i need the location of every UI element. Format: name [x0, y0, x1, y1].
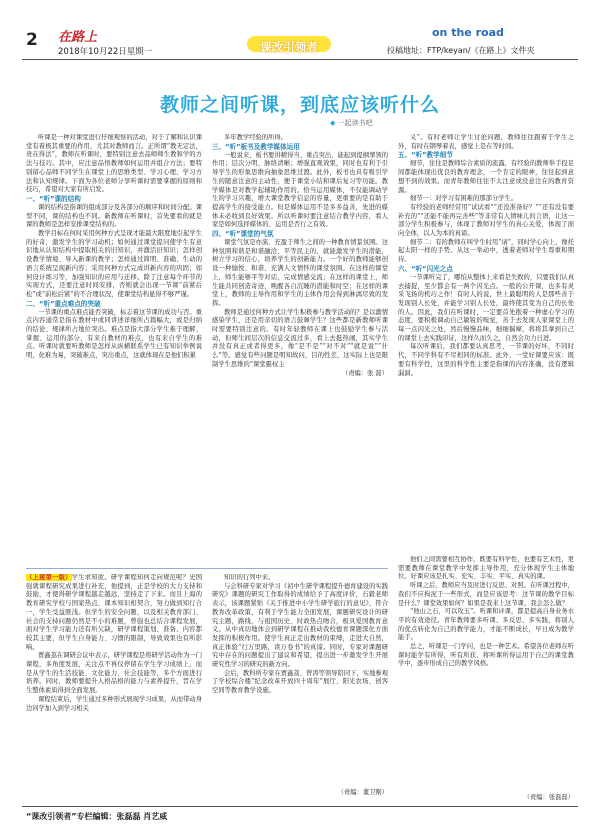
- paragraph: [398, 134, 574, 151]
- byline-diamond-icon: ◆: [330, 119, 336, 127]
- paragraph: [212, 239, 388, 309]
- paragraph: [398, 195, 574, 204]
- paragraph: [26, 652, 202, 696]
- paragraph-text: 听课是一种对课堂进行仔细观察的活动，对于了解和认识课堂有着极其重要的作用，尤其对教师而言。正所谓“教无定法，贵在得法”，教师在听课时，要特别注意去品师师生教和学的方法与技巧。其中，应注意品悟教师如何运用并组合方法；要特别留心品师不同学生在课堂上的思维类型、学习心理、学习方法和认知规律。下面为各位老师分享听课时需要掌握的原则和技巧，希望对大家有所启发。: [26, 134, 202, 194]
- paragraph-text: 会后，教科所专家在贾鑫荔、曾涛等领导陪同下，实地参观了学校综合楼“纪念改革开放四十周年”展厅、阳光农场、创客空间等教育教学设施。: [212, 669, 388, 695]
- paragraph: [398, 274, 574, 344]
- paragraph-text: 课堂气氛是亦演、充盈于师生之间的一种教育情景氛围。这种氛围和谐是和谐融洽、平等民主的，就能激发学生的潜能，树立学习的信心，培养学生的创新能力。一个好的教师能够创设一种愉悦、和谐、充满人文情怀的课堂氛围。在这样的课堂上，师生能够平等对话，完成情感交流；在这样的课堂上，师生能共同创造奇迹，唤醒各自沉睡的潜能和时空；在这样的课堂上，教师的主导作用和学生的主体作用会得到淋漓尽致的发挥。: [212, 239, 388, 307]
- footer-editors: “课改引领者”专栏编辑：张磊磊 肖艺威: [26, 812, 168, 821]
- paragraph-text: 教师是通过何种方式让学生积极参与教学活动的？是以激情感染学生，还是用亲切的语言鼓舞学生？这些都是新教师听课时需要特别注意的。有时年轻教师在课上也鼓励学生参与活动，但师生间层次的信息交流过多，看上去挺热闹，其实学生并没有真正或者得更多，像“是不是”“对不对”“就是说”“什么”等。感觉有些问题是明知故问，目的性差，这实际上也是限制学生思维的“课堂霸权主: [212, 308, 388, 368]
- paragraph-text: 一节课的重点难点能否突破，标志着这节课的成功与否。重点内容通常是指在教材中或同讲述详细所占篇幅大，或是归纳的结论、规律所占地位突出。难点是指大部分学生难于理解、掌握、运用的部分，有来自教材的难点，也有来自学生的难点。听课时就要听教师是怎样从纵横联系学生已有知识举例说明，化难为易，突破难点，突出重点，这就体现在是他们积累: [26, 308, 202, 360]
- continued-from-marker: （上接第一版）: [26, 574, 72, 581]
- paragraph-text: 教学目标在何时采用何种方式呈现才能最大限度地引起学生的好奇，激发学生的学习动机；如何通过课堂提问使学生有意识地从认知结构中提取相关的旧知识，并激活旧知识；怎样创设教学情境、导入新课的教学；怎样通过简明、准确、生动的语言系统呈现新内容；采用何种方式完成讲新内容的巩固；如何设计练习等，加强知识的应用与迁移。除了注意每个环节的实现方式，还要注意时间安排，否则就会出现一节课“前紧后松”或“前松后紧”的不合理状况，使课堂结构显得不够严谨。: [26, 230, 202, 298]
- paragraph-text: 与会科研专家对学习《初中生研学课程提升德育建设的实践研究》课题的研究工作取得的成绩给予了高度评价，石毅老师表示，该课题紧贴《关于推进中小学生研学旅行的意见》，符合教育改革政策，有利于学生能力全面发展，课题研究设计的研究主题，路线，与祖国历史、时政热点吻合，极具爱国教育意义。从中真切地体会到研学课程在推动我校德育课题深化方面发挥的积极作用。使学生真正走出教材的束缚，走进大自然，真正体验“行万里路，读万卷书”的真谛。同时，专家对课题研究中存在的问题提出了建议和希望，提出进一步激发学生开展研究性学习的研究的新方向。: [212, 582, 388, 669]
- paragraph: [398, 556, 574, 582]
- paragraph: [26, 134, 202, 195]
- paragraph: [26, 204, 202, 230]
- paragraph-text: 细节二：有的教师在叫学生时用“请”，同时学心向上，像托起太阳一样的手势。从这一举动中，透着老师对学生尊重和期待。: [398, 238, 574, 264]
- paragraph: [212, 134, 388, 143]
- article-middle-editor: （责编：张 磊）: [341, 369, 388, 377]
- footer-rule: [22, 806, 578, 807]
- paragraph: [26, 230, 202, 300]
- paragraph-text: 知识的行列中来。: [224, 574, 275, 581]
- paragraph: [398, 204, 574, 239]
- byline-text: 一起读书吧: [337, 119, 373, 127]
- article-editor: （责编：张磊磊）: [523, 794, 574, 801]
- paragraph: [26, 309, 202, 361]
- paragraph: [212, 670, 388, 696]
- page-header: [0, 0, 600, 64]
- section-heading: 三、“听”板书及教学媒体运用: [212, 142, 300, 151]
- paragraph-text: 他们之间需要相互协作，既要有科学性，也要有艺术性，更需要教师在课堂教学中发挥主导作用，充分体现学生主体地位。好课应该是扎实、充实、丰实、平实、真实的课。: [398, 556, 574, 581]
- column-title: 课改引领者: [260, 40, 318, 54]
- section-heading: 六、“听”闪光之点: [398, 264, 453, 273]
- paragraph-text: 一节课听完了，哪怕从整体上来看是失败的，只要我们认真去捕捉，至少都会有一两个闪光点。一般的公开课，也多有灵采飞扬的机巧之作！有时人的说，世上最聪明的人是那些善于发现别人长处，并能学习别人长处，最终使其变为自己的长处的人。因此，我们在听课时，一定要首先抱着一种虚心学习的态度，要积极调动自己敏锐的嗅觉，善于去发现人家课堂上的每一点闪光之处，然后慢慢品味，细细揣摩，将将其拿到自己的课堂上去实践印证，这样久而久之，自然会功力日进。: [398, 273, 574, 342]
- paragraph: [26, 574, 202, 652]
- article-title: 教师之间听课，到底应该听什么: [159, 94, 440, 116]
- section-heading: 一、“听”课的结构: [26, 194, 81, 203]
- paragraph: [398, 343, 574, 378]
- paragraph-text: 有经验的老师经常用“试试看”“还没准备好？”“还有没有要补充的”“还能不能再完善些”等非常有人情味儿的言语，让这一部分学生积极参与，体现了教师对学生的真心关爱，体现了面向全体，以人为本的真谛。: [398, 203, 574, 238]
- news-middle-editor: （责编：董卫刚）: [337, 789, 388, 796]
- paragraph-text: 课程结束后，学生通过多种形式展现学习成果，从而带动身边同学加入到学习相关: [26, 695, 202, 712]
- paragraph-text: 义”。有时老师让学生讨论问题，教师往往跟着于学生之外，有时在钢琴着表，感觉上是在等时间。: [398, 134, 574, 150]
- paragraph-text: 细节，往往是教师综合素质的流露，有经验的教师举手投足间都能体现出优良的教育理念，一个肯定的眼神，往往起到意想不到的效果。而青年教师往往不太注意或没意注在的教育资源。: [398, 160, 574, 194]
- paragraph-text: 细节一：对学习有困难的那部分学生。: [410, 195, 518, 203]
- article-column-right-lower: [398, 556, 574, 794]
- paragraph-text: 总之，听课是一门学问，也是一种艺术。希望各位老师在听课时能学有所得，听有所获，将听课所得运用于自己的课堂教学中，逐步形成自己的教学风格。: [398, 643, 574, 668]
- paragraph: [212, 309, 388, 370]
- news-column-left: [26, 574, 202, 799]
- on-the-road: on the road: [432, 26, 504, 39]
- byline: [330, 118, 373, 128]
- paragraph: [212, 152, 388, 230]
- header-rule: [22, 59, 578, 60]
- article-column-left: [26, 134, 202, 564]
- article-column-right: [398, 134, 574, 552]
- paragraph-text: 听课之后，教师应当及时进行反思、对照。在听课过程中，我们不应拘泥于一些形式，而是应该思考：这节课的教学目标是什么？课堂效果如何？如果是我来上这节课，我会怎么做？: [398, 582, 574, 607]
- paragraph: [398, 582, 574, 608]
- paragraph: [398, 160, 574, 195]
- paragraph-text: 贾鑫荔在调研会议中表示，研学课程是将研学活动作为一门课程，多角度发展，关注点不再仅停留在学生学习成绩上，而是从学生的生活技能、文化能力、社会技能等，多个方面进行培养。同时，教师要提升人格品格的能力与素养提升，旨在学生整体素质得到全面发展。: [26, 652, 202, 695]
- section-heading: 四、“听”课堂的气氛: [212, 230, 274, 239]
- paragraph-text: 多年教学经验的所得。: [224, 134, 287, 141]
- paragraph-text: 一般说来，板书要讲精得当、重点突出，能起到提纲挈领的作用；层次分明、脉络清晰；增强直观效果，同时也有利于引导学生的形象思维向抽象思维过渡。此外，板书也具有吸引学生的随意注意的主动性，便于课堂小结和课后复习等功能。教学媒体是对教学起辅助作用的。恰当运用媒体，不仅能调动学生的学习兴趣，增大课堂教学信息的容量，更重要的是有助于提高学生的接受能力。但是媒体运用不是多多益善，先进的媒体未必收到良好效果。所以听课时要注意结合教学内容，看人家是如何选择媒体的、运用是否行之有效。: [212, 151, 388, 229]
- paragraph: [212, 583, 388, 670]
- paragraph-text: 学生求知欲。研学课程知何走向规范呢？史国强就课程研究成果进行补充，他提到，正是学校的大力支持和鼓励，才使得研学课程越走越远，坚持走了下来。而且上海的教育研究学校与国家热点、课本知识相契合，努力做到知行合一，学生受益匪浅。但学生的安全问题，以及相关教育部门、社会的支持问题仍然是不小的难题，曾强也总结合课程发展，面对学生学习能力还有所欠缺，研学课程策划、准备、内容都较其主要，但学生自身能力、习惯的限制，导致效果也有所影响。: [26, 574, 202, 651]
- paper-name: 在路上: [58, 30, 98, 45]
- page-number: 2: [26, 30, 38, 50]
- paragraph: [212, 574, 388, 583]
- news-column-middle: [212, 574, 388, 787]
- section-divider: [26, 568, 388, 569]
- column-banner: [247, 36, 331, 52]
- paragraph: [398, 608, 574, 643]
- paragraph: [398, 643, 574, 669]
- paragraph-text: “他山之石，可以攻玉”。听课和评课，都是提高自身业务水平的有效途径。青年教师要多听课、多反思、多实践，将别人的优点转化为自己的教学能力，才能不断成长，早日成为教学能手。: [398, 608, 574, 642]
- section-heading: 二、“听”重点难点的突破: [26, 299, 101, 308]
- paragraph-text: 每次听课后，我们都要认真思考，一节课的好坏，不同时代，不同学科有不尽相同的标准。此外，一堂好课要应该：既要有科学性，这里的科学性主要是指课的内容准确，没有逻辑漏洞。: [398, 343, 574, 377]
- issue-date: 2018年10月22日星期一: [58, 47, 153, 57]
- paragraph-text: 课的结构是指课的组成部分及各部分的顺序和时间分配。课型不同，课的结构也不同。新教师在听课时，首先要看的就是课的教师是怎样安排课堂结构的。: [26, 203, 202, 229]
- article-column-middle: [212, 134, 388, 564]
- section-heading: 五、“听”教学细节: [398, 151, 453, 160]
- paragraph: [398, 239, 574, 265]
- paragraph: [26, 696, 202, 713]
- submission-address: 投稿地址：FTP/keyan/《在路上》文件夹: [387, 46, 535, 55]
